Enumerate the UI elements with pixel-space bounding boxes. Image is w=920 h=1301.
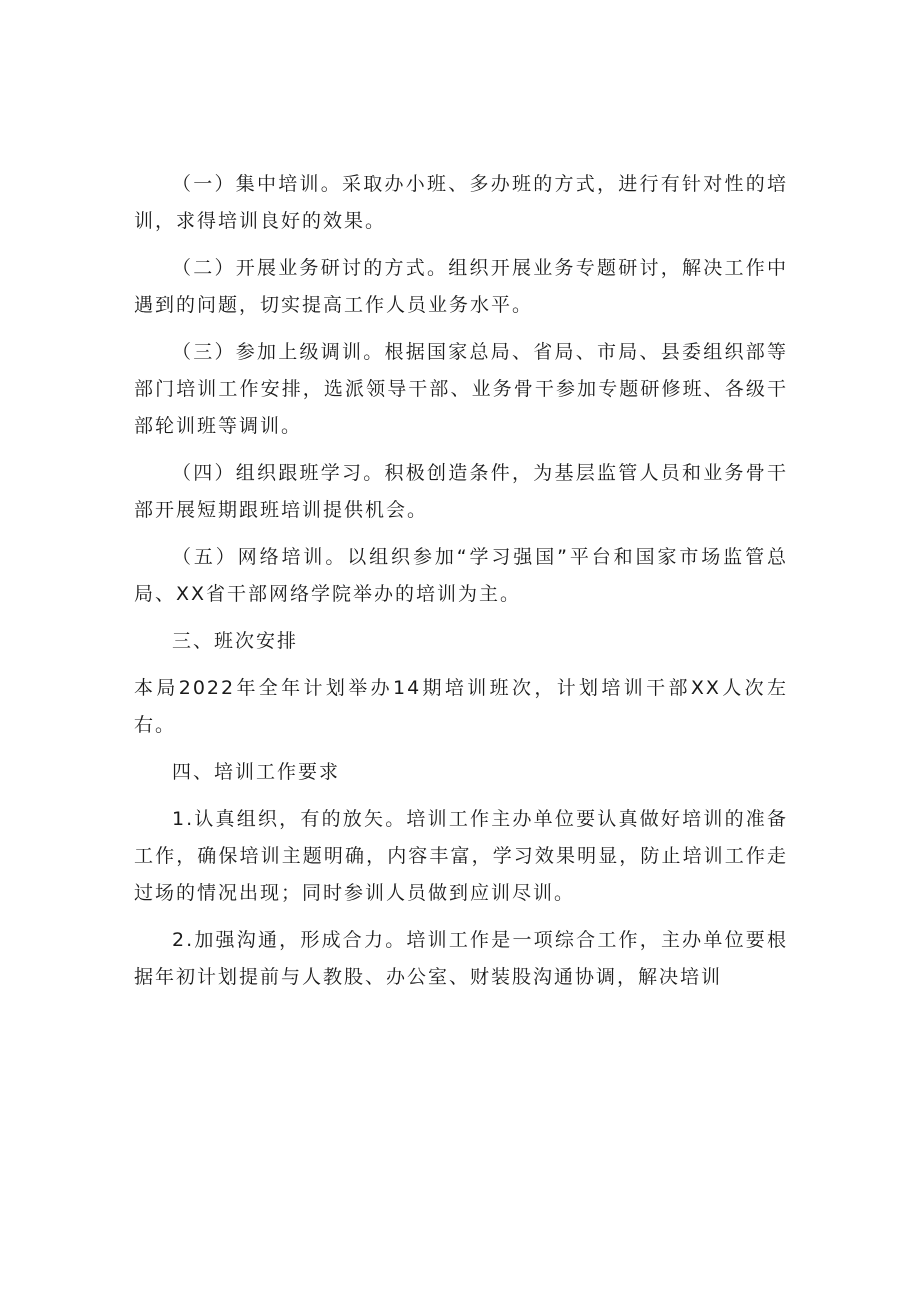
- paragraph-class-plan: 本局2022年全年计划举办14期培训班次，计划培训干部XX人次左右。: [134, 677, 788, 736]
- paragraph-shadow-learning: （四）组织跟班学习。积极创造条件，为基层监管人员和业务骨干部开展短期跟班培训提供机会。: [134, 462, 788, 521]
- paragraph-requirement-2: 2.加强沟通，形成合力。培训工作是一项综合工作，主办单位要根据年初计划提前与人教股、办公室、财装股沟通协调，解决培训: [134, 929, 788, 988]
- paragraph-requirement-1: 1.认真组织，有的放矢。培训工作主办单位要认真做好培训的准备工作，确保培训主题明确，内容丰富，学习效果明显，防止培训工作走过场的情况出现；同时参训人员做到应训尽训。: [134, 808, 788, 904]
- paragraph-centralized-training: （一）集中培训。采取办小班、多办班的方式，进行有针对性的培训，求得培训良好的效果。: [134, 173, 788, 232]
- document-body: [134, 166, 788, 1006]
- section-heading-class-schedule: 三、班次安排: [172, 630, 299, 652]
- section-heading-training-requirements: 四、培训工作要求: [172, 761, 341, 783]
- paragraph-superior-training: （三）参加上级调训。根据国家总局、省局、市局、县委组织部等部门培训工作安排，选派领导干部、业务骨干参加专题研修班、各级干部轮训班等调训。: [134, 341, 788, 437]
- paragraph-online-training: （五）网络培训。以组织参加“学习强国”平台和国家市场监管总局、XX省干部网络学院举办的培训为主。: [134, 546, 788, 605]
- paragraph-business-seminar: （二）开展业务研讨的方式。组织开展业务专题研讨，解决工作中遇到的问题，切实提高工作人员业务水平。: [134, 257, 788, 316]
